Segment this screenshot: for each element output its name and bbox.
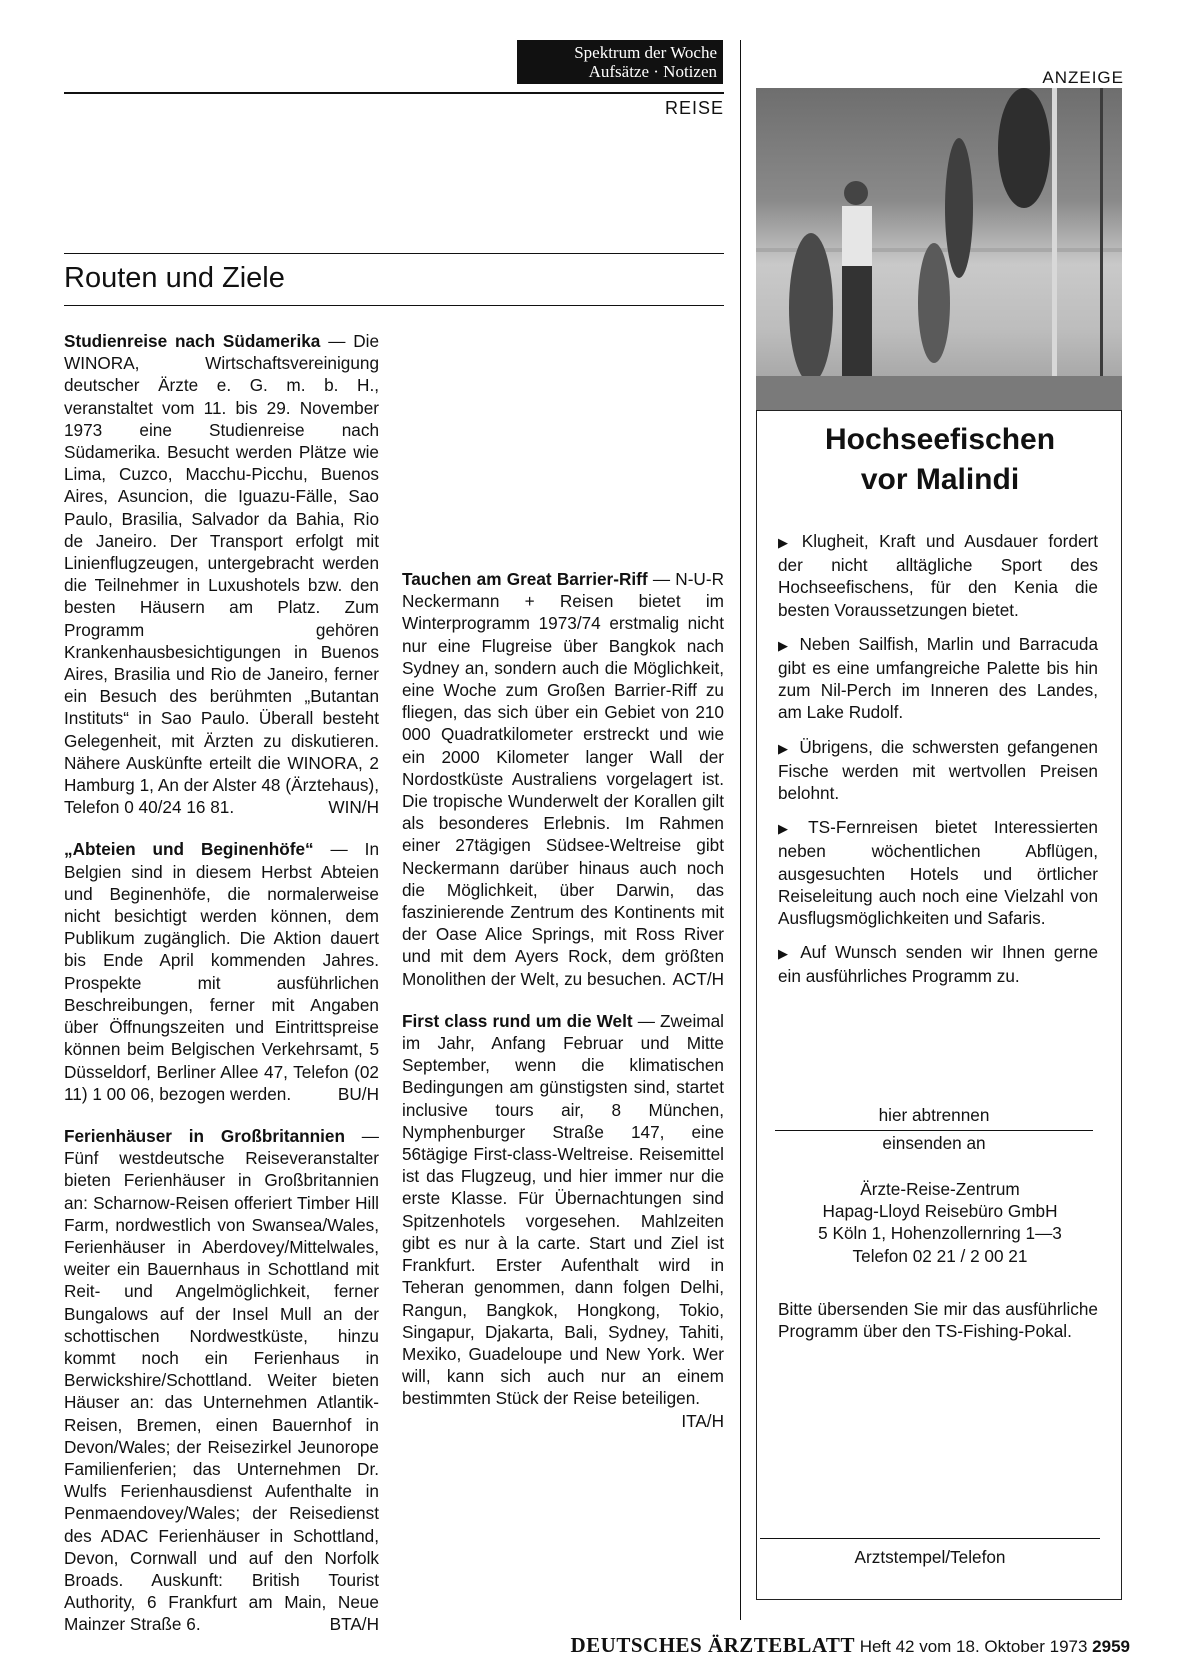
ad-bullet-text: Auf Wunsch senden wir Ihnen gerne ein ausführliches Programm zu.: [778, 942, 1099, 987]
badge-line-2: Aufsätze · Notizen: [588, 62, 717, 81]
header-rule: [64, 92, 724, 94]
item-body: — Die WINORA, Wirtschaftsvereinigung deutscher Ärzte e. G. m. b. H., veranstaltet vom 11. bis 29. November 1973 eine Studienreise nach Südamerika. Besucht werden Plätze wie Lima, Cuzco, Macchu-Picchu, Buenos Aires, Asuncion, die Iguazu-Fälle, Sao Paulo, Brasilia, Salvador da Bahia, Rio de Janeiro. Der Transport erfolgt mit Linienflugzeugen, untergebracht werden die Teilnehmer in Luxushotels bzw. den besten Häusern am Platz. Zum Programm gehören Krankenhausbesichtigungen in Buenos Aires, Brasilia und Rio de Janeiro, ferner ein Besuch des berühmten „Butantan Instituts“ in Sao Paulo. Überall besteht Gelegenheit, mit Ärzten zu diskutieren. Nähere Auskünfte erteilt die WINORA, 2 Hamburg 1, An der Alster 48 (Ärztehaus), Telefon 0 40/24 16 81.: [64, 331, 379, 818]
article-item: [64, 330, 379, 818]
fisherman-with-fish-illustration: [756, 88, 1122, 410]
ad-address: [760, 1178, 1120, 1267]
headline-rule: [64, 253, 724, 254]
item-title: Studienreise nach Südamerika: [64, 331, 321, 351]
ad-bullet-text: TS-Fernreisen bietet Interessierten neben wöchentlichen Abflügen, ausgesuchten Hotels und örtlicher Reiseleitung auch noch eine Vielzahl von Ausflugsmöglichkeiten und Safaris.: [778, 817, 1098, 929]
column-divider: [740, 40, 741, 1620]
ad-title-line-1: Hochseefischen: [824, 423, 1056, 456]
fishing-photo: [756, 88, 1122, 410]
headline-underline: [64, 305, 724, 306]
page-footer: [470, 1633, 1130, 1658]
address-line: Telefon 02 21 / 2 00 21: [852, 1245, 1028, 1266]
cut-line: [775, 1130, 1093, 1131]
article-column-2: [402, 568, 724, 1432]
article-item: [64, 1125, 379, 1636]
item-signature: WIN/H: [328, 797, 379, 818]
item-title: „Abteien und Beginenhöfe“: [64, 839, 314, 860]
ad-bullet: [778, 736, 1098, 805]
item-signature: BTA/H: [329, 1614, 379, 1635]
article-column-1: [64, 330, 379, 1636]
item-title: Ferienhäuser in Großbritannien: [64, 1125, 345, 1146]
section-badge: [517, 40, 723, 84]
article-headline: Routen und Ziele: [64, 262, 285, 294]
item-body: — N-U-R Neckermann + Reisen bietet im Winterprogramm 1973/74 erstmalig nicht nur eine Flugreise über Bangkok nach Sydney an, sondern auch die Möglichkeit, eine Woche zum Großen Barrier-Riff zu fliegen, das sich über ein Gebiet von 210 000 Quadratkilometer erstreckt und wie ein 2000 Kilometer langer Wall der Nordostküste Australiens vorgelagert ist. Die tropische Wunderwelt der Korallen gilt als besonderes Erlebnis. Im Rahmen einer 27tägigen Südsee-Weltreise gibt Neckermann darüber hinaus auch noch die Möglichkeit, über Darwin, das faszinierende Zentrum des Kontinents mit der Oase Alice Springs, mit Ross River und mit dem Ayers Rock, dem größten Monolithen der Welt, zu besuchen.: [402, 569, 724, 989]
ad-bullet-text: Neben Sailfish, Marlin und Barracuda gibt es eine umfangreiche Palette bis hin zum Nil-Perch im Inneren des Landes, am Lake Rudolf.: [778, 633, 1099, 723]
item-title: Tauchen am Great Barrier-Riff: [402, 569, 648, 589]
ad-bullet: [778, 816, 1098, 929]
ad-request: Bitte übersenden Sie mir das ausführliche Programm über den TS-Fishing-Pokal.: [778, 1299, 1098, 1342]
ad-bullet: [778, 633, 1098, 724]
triangle-bullet-icon: ▶: [778, 740, 792, 756]
address-line: 5 Köln 1, Hohenzollernring 1—3: [818, 1223, 1062, 1244]
item-body: — Zweimal im Jahr, Anfang Februar und Mitte September, wenn die klimatischen Bedingungen am günstigsten sind, startet inclusive tours air, 8 München, Nymphenburger Straße 147, eine 56tägige First-class-Weltreise. Reisemittel ist das Flugzeug, und hier immer nur die erste Klasse. Für Übernachtungen sind Spitzenhotels vorgesehen. Mahlzeiten gibt es nur à la carte. Start und Ziel ist Frankfurt. Erster Aufenthalt wird in Teheran genommen, dann folgen Delhi, Rangun, Bangkok, Hongkong, Tokio, Singapur, Djakarta, Bali, Sydney, Tahiti, Mexiko, Guadeloupe und New York. Wer will, kann sich auch nur an einem bestimmten Stück der Reise beteiligen.: [402, 1010, 724, 1409]
ad-bullet: [778, 941, 1098, 987]
address-line: Ärzte-Reise-Zentrum: [860, 1179, 1020, 1199]
article-item: [402, 568, 724, 990]
ad-title: [760, 420, 1120, 500]
journal-name: DEUTSCHES ÄRZTEBLATT: [570, 1633, 855, 1657]
article-item: [402, 1010, 724, 1431]
issue-info: Heft 42 vom 18. Oktober 1973: [859, 1637, 1088, 1656]
section-label: REISE: [664, 98, 724, 118]
triangle-bullet-icon: ▶: [778, 535, 794, 550]
triangle-bullet-icon: ▶: [778, 637, 792, 653]
ad-bullet-text: Übrigens, die schwersten gefangenen Fische werden mit wertvollen Preisen belohnt.: [778, 736, 1098, 804]
ad-bullets: [778, 530, 1098, 1000]
cut-label: hier abtrennen: [878, 1105, 990, 1125]
address-line: Hapag-Lloyd Reisebüro GmbH: [822, 1201, 1058, 1222]
item-title: First class rund um die Welt: [402, 1010, 633, 1031]
item-signature: ACT/H: [672, 968, 724, 989]
item-body: — In Belgien sind in diesem Herbst Abteien und Beginenhöfe, die normalerweise nicht besichtigt werden können, dem Publikum zugänglich. Die Aktion dauert bis Ende April kommenden Jahres. Prospekte mit ausführlichen Beschreibungen, ferner mit Angaben über Öffnungszeiten und Eintrittspreise können beim Belgischen Verkehrsamt, 5 Düsseldorf, Berliner Allee 47, Telefon (02 11) 1 00 06, bezogen werden.: [64, 839, 380, 1104]
ad-title-line-2: vor Malindi: [860, 463, 1020, 496]
page-number: 2959: [1092, 1637, 1130, 1656]
ad-bullet: [778, 530, 1098, 621]
stamp-label: Arztstempel/Telefon: [854, 1547, 1006, 1567]
send-label: einsenden an: [882, 1133, 986, 1153]
article-item: [64, 838, 379, 1104]
badge-line-1: Spektrum der Woche: [574, 43, 717, 62]
item-signature: BU/H: [337, 1083, 379, 1104]
stamp-line: [760, 1538, 1100, 1539]
item-body: — Fünf westdeutsche Reiseveranstalter bieten Ferienhäuser in Großbritannien an: Scharnow-Reisen offeriert Timber Hill Farm, nordwestlich von Swansea/Wales, Ferienhäuser in Aberdovey/Mittelwales, weiter ein Bauernhaus in Schottland mit Reit- und Angelmöglichkeit, ferner Bungalows auf der Insel Mull an der schottischen Nordwestküste, hinzu kommt noch ein Ferienhaus in Berwickshire/Schottland. Weiter bieten Häuser an: das Unternehmen Atlantik-Reisen, Bremen, einen Bauernhof in Devon/Wales; der Reisezirkel Jeunorope Familienferien; das Unternehmen Dr. Wulfs Ferienhausdienst Aufenthalte in Penmaendovey/Wales; der Reisedienst des ADAC Ferienhäuser in Schottland, Devon, Cornwall und auf den Norfolk Broads. Auskunft: British Tourist Authority, 6 Frankfurt am Main, Neue Mainzer Straße 6.: [64, 1125, 379, 1635]
item-signature: ITA/H: [681, 1410, 724, 1431]
triangle-bullet-icon: ▶: [778, 946, 793, 962]
triangle-bullet-icon: ▶: [778, 821, 801, 837]
ad-label: ANZEIGE: [1042, 68, 1124, 87]
ad-bullet-text: Klugheit, Kraft und Ausdauer fordert der nicht alltägliche Sport des Hochseefischens, für den Kenia die besten Voraussetzungen bietet.: [778, 531, 1098, 620]
